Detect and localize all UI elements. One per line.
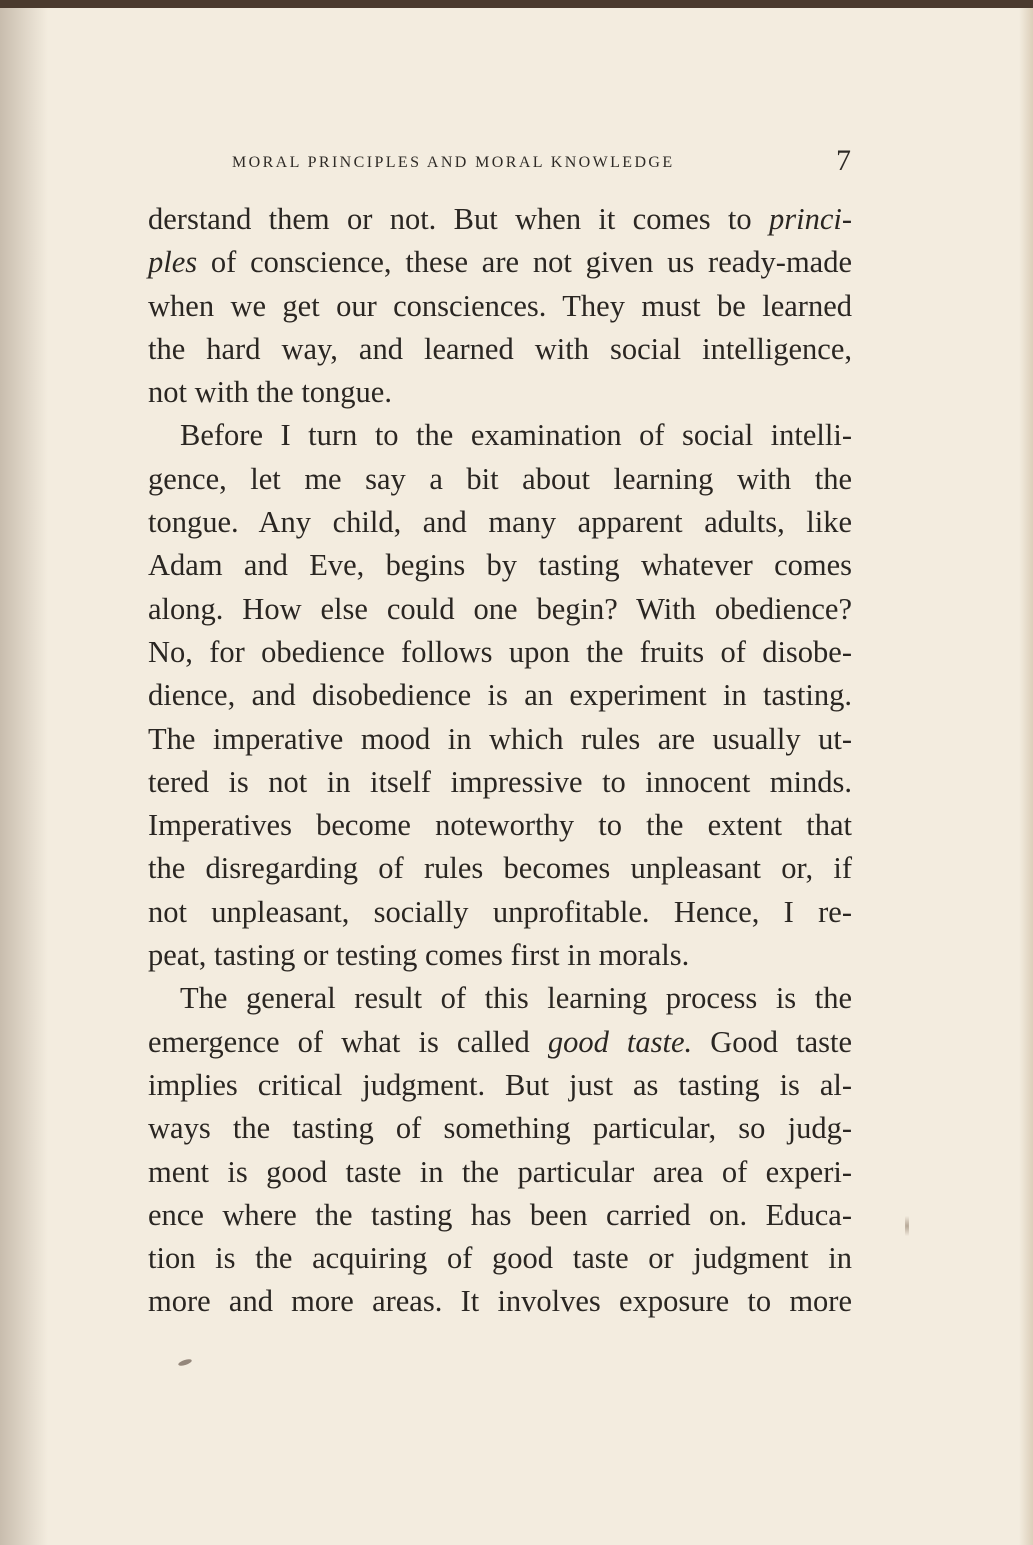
text-line bbox=[148, 458, 852, 501]
text-run: implies critical judgment. But just as tasting is al- bbox=[148, 1067, 852, 1102]
text-run: along. How else could one begin? With obedience? bbox=[148, 591, 852, 626]
text-run: peat, tasting or testing comes first in morals. bbox=[148, 938, 690, 973]
text-run: gence, let me say a bit about learning with the bbox=[148, 461, 852, 496]
text-run: Adam and Eve, begins by tasting whatever comes bbox=[148, 548, 852, 583]
text-run: tered is not in itself impressive to innocent minds. bbox=[148, 764, 852, 799]
italic-text: princi- bbox=[768, 202, 852, 236]
text-line bbox=[148, 241, 852, 284]
text-run: The imperative mood in which rules are usually ut- bbox=[148, 721, 852, 756]
text-line bbox=[148, 718, 852, 761]
text-line bbox=[148, 1064, 852, 1107]
dust-mark bbox=[905, 1216, 909, 1236]
text-run: not unpleasant, socially unprofitable. Hence, I re- bbox=[148, 894, 852, 929]
text-line bbox=[148, 285, 852, 328]
text-run: ence where the tasting has been carried on. Educa- bbox=[148, 1197, 852, 1232]
text-line bbox=[148, 1237, 852, 1280]
running-title: MORAL PRINCIPLES AND MORAL KNOWLEDGE bbox=[232, 154, 675, 171]
text-line bbox=[148, 977, 852, 1020]
text-run: No, for obedience follows upon the fruits of disobe- bbox=[148, 634, 852, 669]
text-line bbox=[148, 501, 852, 544]
pencil-mark bbox=[178, 1358, 193, 1367]
text-run: Before I turn to the examination of social intelli- bbox=[180, 418, 852, 453]
text-line bbox=[148, 1151, 852, 1194]
text-line bbox=[148, 1280, 852, 1323]
text-line bbox=[148, 1194, 852, 1237]
text-run: not with the tongue. bbox=[148, 375, 392, 410]
text-run: dience, and disobedience is an experiment in tasting. bbox=[148, 678, 852, 713]
text-line bbox=[148, 631, 852, 674]
text-line bbox=[148, 674, 852, 717]
text-line bbox=[148, 371, 852, 414]
page-edge bbox=[1019, 8, 1033, 1545]
text-run: the hard way, and learned with social intelligence, bbox=[148, 331, 852, 366]
text-line bbox=[148, 1021, 852, 1064]
text-run: ways the tasting of something particular, so judg- bbox=[148, 1111, 852, 1146]
text-line bbox=[148, 544, 852, 587]
paragraph bbox=[148, 414, 852, 977]
text-run: The general result of this learning process is the bbox=[180, 981, 852, 1016]
text-line bbox=[148, 847, 852, 890]
text-run: more and more areas. It involves exposure to more bbox=[148, 1284, 852, 1319]
text-run: ment is good taste in the particular area of experi- bbox=[148, 1154, 852, 1189]
text-run: the disregarding of rules becomes unpleasant or, if bbox=[148, 851, 852, 886]
text-run: tion is the acquiring of good taste or judgment in bbox=[148, 1241, 852, 1276]
text-line bbox=[148, 1107, 852, 1150]
text-run: emergence of what is called bbox=[148, 1024, 548, 1059]
book-page bbox=[0, 8, 1033, 1545]
text-line bbox=[148, 414, 852, 457]
paragraph bbox=[148, 198, 852, 414]
text-run: derstand them or not. But when it comes to bbox=[148, 202, 769, 236]
text-run: tongue. Any child, and many apparent adults, like bbox=[148, 505, 852, 540]
text-line bbox=[148, 891, 852, 934]
text-line bbox=[148, 588, 852, 631]
text-line bbox=[148, 804, 852, 847]
running-head bbox=[148, 144, 853, 188]
text-line bbox=[148, 328, 852, 371]
text-run: of conscience, these are not given us ready-made bbox=[197, 245, 852, 280]
page-number: 7 bbox=[836, 144, 851, 177]
text-run: Good taste bbox=[692, 1024, 853, 1059]
body-text bbox=[148, 198, 852, 1324]
text-run: when we get our consciences. They must be learned bbox=[148, 288, 852, 323]
text-line bbox=[148, 761, 852, 804]
italic-text: good taste. bbox=[547, 1024, 693, 1059]
text-line bbox=[148, 198, 852, 241]
text-line bbox=[148, 934, 852, 977]
italic-text: ples bbox=[148, 245, 198, 280]
text-run: Imperatives become noteworthy to the extent that bbox=[148, 808, 852, 843]
spine-shadow bbox=[0, 8, 48, 1545]
paragraph bbox=[148, 977, 852, 1323]
